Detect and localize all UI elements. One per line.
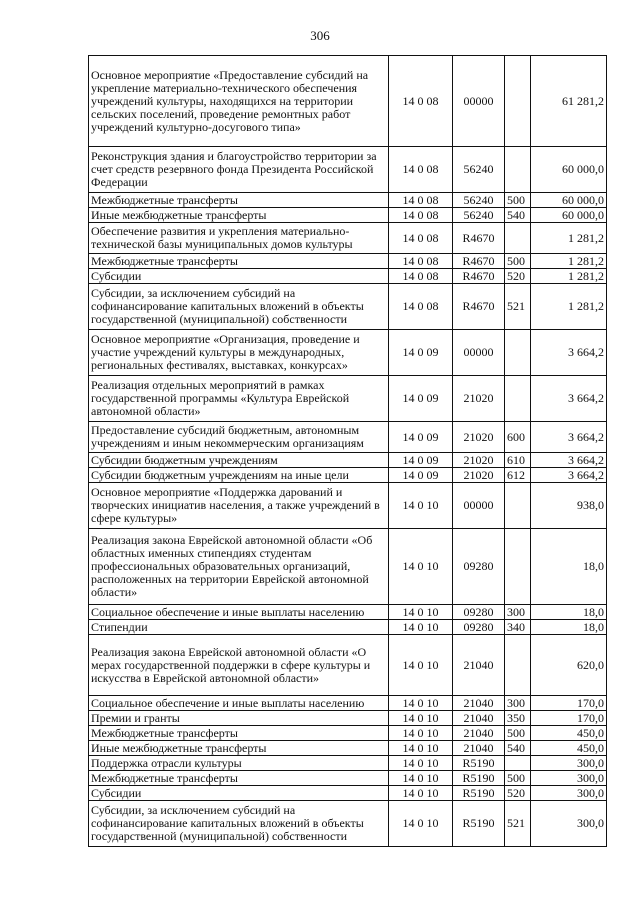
table-row bbox=[89, 711, 607, 726]
row-name-cell: Реконструкция здания и благоустройство территории за счет средств резервного фонда Президента Российской Федерации bbox=[89, 147, 389, 193]
row-amount-cell: 300,0 bbox=[531, 786, 607, 801]
row-amount-cell: 3 664,2 bbox=[531, 330, 607, 376]
row-code-cell: 14 0 08 bbox=[389, 193, 453, 208]
row-name-cell: Социальное обеспечение и иные выплаты населению bbox=[89, 605, 389, 620]
table-row bbox=[89, 254, 607, 269]
row-amount-cell: 620,0 bbox=[531, 635, 607, 696]
row-expense-type-cell: 610 bbox=[505, 453, 531, 468]
row-name-cell: Социальное обеспечение и иные выплаты населению bbox=[89, 696, 389, 711]
row-amount-cell: 18,0 bbox=[531, 605, 607, 620]
table-row bbox=[89, 635, 607, 696]
row-number-cell: R5190 bbox=[453, 756, 505, 771]
row-number-cell: 09280 bbox=[453, 529, 505, 605]
row-name-cell: Межбюджетные трансферты bbox=[89, 254, 389, 269]
row-expense-type-cell bbox=[505, 529, 531, 605]
table-row bbox=[89, 756, 607, 771]
row-name-cell: Основное мероприятие «Организация, проведение и участие учреждений культуры в международных, региональных фестивалях, выставках, конкурсах» bbox=[89, 330, 389, 376]
row-code-cell: 14 0 10 bbox=[389, 771, 453, 786]
row-number-cell: R4670 bbox=[453, 284, 505, 330]
row-name-cell: Обеспечение развития и укрепления материально-технической базы муниципальных домов культуры bbox=[89, 223, 389, 254]
row-code-cell: 14 0 08 bbox=[389, 208, 453, 223]
table-row bbox=[89, 453, 607, 468]
row-expense-type-cell: 500 bbox=[505, 193, 531, 208]
row-expense-type-cell: 500 bbox=[505, 254, 531, 269]
table-row bbox=[89, 771, 607, 786]
row-name-cell: Межбюджетные трансферты bbox=[89, 771, 389, 786]
row-expense-type-cell bbox=[505, 56, 531, 147]
row-code-cell: 14 0 10 bbox=[389, 696, 453, 711]
row-code-cell: 14 0 09 bbox=[389, 330, 453, 376]
row-number-cell: R5190 bbox=[453, 786, 505, 801]
row-code-cell: 14 0 10 bbox=[389, 801, 453, 847]
table-row bbox=[89, 786, 607, 801]
row-amount-cell: 3 664,2 bbox=[531, 468, 607, 483]
row-expense-type-cell: 520 bbox=[505, 269, 531, 284]
row-name-cell: Иные межбюджетные трансферты bbox=[89, 741, 389, 756]
row-name-cell: Субсидии бюджетным учреждениям на иные цели bbox=[89, 468, 389, 483]
row-expense-type-cell bbox=[505, 483, 531, 529]
row-number-cell: 21020 bbox=[453, 453, 505, 468]
row-number-cell: R5190 bbox=[453, 801, 505, 847]
row-number-cell: 21040 bbox=[453, 711, 505, 726]
row-code-cell: 14 0 10 bbox=[389, 529, 453, 605]
row-name-cell: Межбюджетные трансферты bbox=[89, 193, 389, 208]
row-code-cell: 14 0 10 bbox=[389, 786, 453, 801]
row-expense-type-cell: 300 bbox=[505, 696, 531, 711]
row-amount-cell: 300,0 bbox=[531, 801, 607, 847]
row-number-cell: 56240 bbox=[453, 147, 505, 193]
row-expense-type-cell: 612 bbox=[505, 468, 531, 483]
row-expense-type-cell: 500 bbox=[505, 726, 531, 741]
row-code-cell: 14 0 10 bbox=[389, 605, 453, 620]
table-row bbox=[89, 269, 607, 284]
row-code-cell: 14 0 09 bbox=[389, 453, 453, 468]
row-number-cell: R4670 bbox=[453, 269, 505, 284]
row-number-cell: 21020 bbox=[453, 468, 505, 483]
table-row bbox=[89, 483, 607, 529]
row-number-cell: 00000 bbox=[453, 56, 505, 147]
row-amount-cell: 3 664,2 bbox=[531, 453, 607, 468]
row-name-cell: Межбюджетные трансферты bbox=[89, 726, 389, 741]
row-code-cell: 14 0 10 bbox=[389, 635, 453, 696]
row-amount-cell: 18,0 bbox=[531, 620, 607, 635]
table-row bbox=[89, 726, 607, 741]
table-row bbox=[89, 422, 607, 453]
row-number-cell: R4670 bbox=[453, 254, 505, 269]
row-code-cell: 14 0 10 bbox=[389, 711, 453, 726]
row-number-cell: 21040 bbox=[453, 696, 505, 711]
row-code-cell: 14 0 10 bbox=[389, 741, 453, 756]
row-code-cell: 14 0 10 bbox=[389, 620, 453, 635]
row-amount-cell: 61 281,2 bbox=[531, 56, 607, 147]
row-name-cell: Субсидии, за исключением субсидий на софинансирование капитальных вложений в объекты государственной (муниципальной) собственности bbox=[89, 284, 389, 330]
row-name-cell: Иные межбюджетные трансферты bbox=[89, 208, 389, 223]
table-row bbox=[89, 468, 607, 483]
table-row bbox=[89, 56, 607, 147]
table-row bbox=[89, 801, 607, 847]
row-amount-cell: 300,0 bbox=[531, 771, 607, 786]
row-amount-cell: 1 281,2 bbox=[531, 284, 607, 330]
row-amount-cell: 3 664,2 bbox=[531, 376, 607, 422]
row-amount-cell: 938,0 bbox=[531, 483, 607, 529]
row-amount-cell: 450,0 bbox=[531, 741, 607, 756]
row-amount-cell: 1 281,2 bbox=[531, 254, 607, 269]
table-row bbox=[89, 696, 607, 711]
row-amount-cell: 170,0 bbox=[531, 696, 607, 711]
row-code-cell: 14 0 08 bbox=[389, 269, 453, 284]
row-amount-cell: 60 000,0 bbox=[531, 208, 607, 223]
row-expense-type-cell: 500 bbox=[505, 771, 531, 786]
row-code-cell: 14 0 09 bbox=[389, 422, 453, 453]
row-expense-type-cell: 540 bbox=[505, 208, 531, 223]
row-number-cell: 09280 bbox=[453, 605, 505, 620]
row-code-cell: 14 0 08 bbox=[389, 223, 453, 254]
row-code-cell: 14 0 09 bbox=[389, 468, 453, 483]
row-name-cell: Премии и гранты bbox=[89, 711, 389, 726]
row-amount-cell: 300,0 bbox=[531, 756, 607, 771]
row-code-cell: 14 0 10 bbox=[389, 756, 453, 771]
row-name-cell: Основное мероприятие «Поддержка дарований и творческих инициатив населения, а также учреждений в сфере культуры» bbox=[89, 483, 389, 529]
row-code-cell: 14 0 08 bbox=[389, 147, 453, 193]
row-expense-type-cell bbox=[505, 756, 531, 771]
row-name-cell: Субсидии bbox=[89, 786, 389, 801]
row-expense-type-cell: 521 bbox=[505, 801, 531, 847]
row-number-cell: R4670 bbox=[453, 223, 505, 254]
table-row bbox=[89, 376, 607, 422]
row-name-cell: Реализация закона Еврейской автономной области «Об областных именных стипендиях студентам профессиональных образовательных организаций, расположенных на территории Еврейской автономной области» bbox=[89, 529, 389, 605]
row-number-cell: 21020 bbox=[453, 376, 505, 422]
table-row bbox=[89, 330, 607, 376]
row-number-cell: 21040 bbox=[453, 741, 505, 756]
table-row bbox=[89, 741, 607, 756]
row-name-cell: Субсидии бюджетным учреждениям bbox=[89, 453, 389, 468]
row-expense-type-cell bbox=[505, 223, 531, 254]
row-amount-cell: 3 664,2 bbox=[531, 422, 607, 453]
row-amount-cell: 170,0 bbox=[531, 711, 607, 726]
row-expense-type-cell bbox=[505, 147, 531, 193]
table-row bbox=[89, 284, 607, 330]
row-number-cell: 56240 bbox=[453, 208, 505, 223]
row-name-cell: Предоставление субсидий бюджетным, автономным учреждениям и иным некоммерческим организациям bbox=[89, 422, 389, 453]
row-amount-cell: 450,0 bbox=[531, 726, 607, 741]
row-amount-cell: 60 000,0 bbox=[531, 193, 607, 208]
row-number-cell: 56240 bbox=[453, 193, 505, 208]
table-row bbox=[89, 208, 607, 223]
row-code-cell: 14 0 10 bbox=[389, 726, 453, 741]
row-amount-cell: 1 281,2 bbox=[531, 223, 607, 254]
row-number-cell: 21040 bbox=[453, 726, 505, 741]
row-expense-type-cell: 300 bbox=[505, 605, 531, 620]
row-number-cell: 21020 bbox=[453, 422, 505, 453]
row-code-cell: 14 0 08 bbox=[389, 284, 453, 330]
row-expense-type-cell bbox=[505, 376, 531, 422]
table-row bbox=[89, 223, 607, 254]
row-expense-type-cell: 540 bbox=[505, 741, 531, 756]
table-row bbox=[89, 605, 607, 620]
row-number-cell: R5190 bbox=[453, 771, 505, 786]
table-row bbox=[89, 193, 607, 208]
budget-table-body bbox=[89, 56, 607, 847]
row-name-cell: Субсидии bbox=[89, 269, 389, 284]
row-name-cell: Основное мероприятие «Предоставление субсидий на укрепление материально-технического обеспечения учреждений культуры, находящихся на территории сельских поселений, проведение ремонтных работ учреждений культурно-досугового типа» bbox=[89, 56, 389, 147]
row-name-cell: Субсидии, за исключением субсидий на софинансирование капитальных вложений в объекты государственной (муниципальной) собственности bbox=[89, 801, 389, 847]
row-code-cell: 14 0 10 bbox=[389, 483, 453, 529]
row-amount-cell: 60 000,0 bbox=[531, 147, 607, 193]
row-expense-type-cell bbox=[505, 330, 531, 376]
row-code-cell: 14 0 09 bbox=[389, 376, 453, 422]
row-name-cell: Поддержка отрасли культуры bbox=[89, 756, 389, 771]
table-row bbox=[89, 529, 607, 605]
page-number: 306 bbox=[310, 28, 330, 43]
table-row bbox=[89, 620, 607, 635]
row-number-cell: 09280 bbox=[453, 620, 505, 635]
row-expense-type-cell: 340 bbox=[505, 620, 531, 635]
row-number-cell: 21040 bbox=[453, 635, 505, 696]
row-name-cell: Стипендии bbox=[89, 620, 389, 635]
row-expense-type-cell: 600 bbox=[505, 422, 531, 453]
row-amount-cell: 1 281,2 bbox=[531, 269, 607, 284]
table-row bbox=[89, 147, 607, 193]
row-name-cell: Реализация отдельных мероприятий в рамках государственной программы «Культура Еврейской автономной области» bbox=[89, 376, 389, 422]
row-expense-type-cell: 350 bbox=[505, 711, 531, 726]
row-amount-cell: 18,0 bbox=[531, 529, 607, 605]
row-expense-type-cell bbox=[505, 635, 531, 696]
row-expense-type-cell: 520 bbox=[505, 786, 531, 801]
row-expense-type-cell: 521 bbox=[505, 284, 531, 330]
budget-table bbox=[88, 55, 607, 847]
row-number-cell: 00000 bbox=[453, 330, 505, 376]
row-number-cell: 00000 bbox=[453, 483, 505, 529]
row-code-cell: 14 0 08 bbox=[389, 56, 453, 147]
row-name-cell: Реализация закона Еврейской автономной области «О мерах государственной поддержки в сфере культуры и искусства в Еврейской автономной области» bbox=[89, 635, 389, 696]
row-code-cell: 14 0 08 bbox=[389, 254, 453, 269]
